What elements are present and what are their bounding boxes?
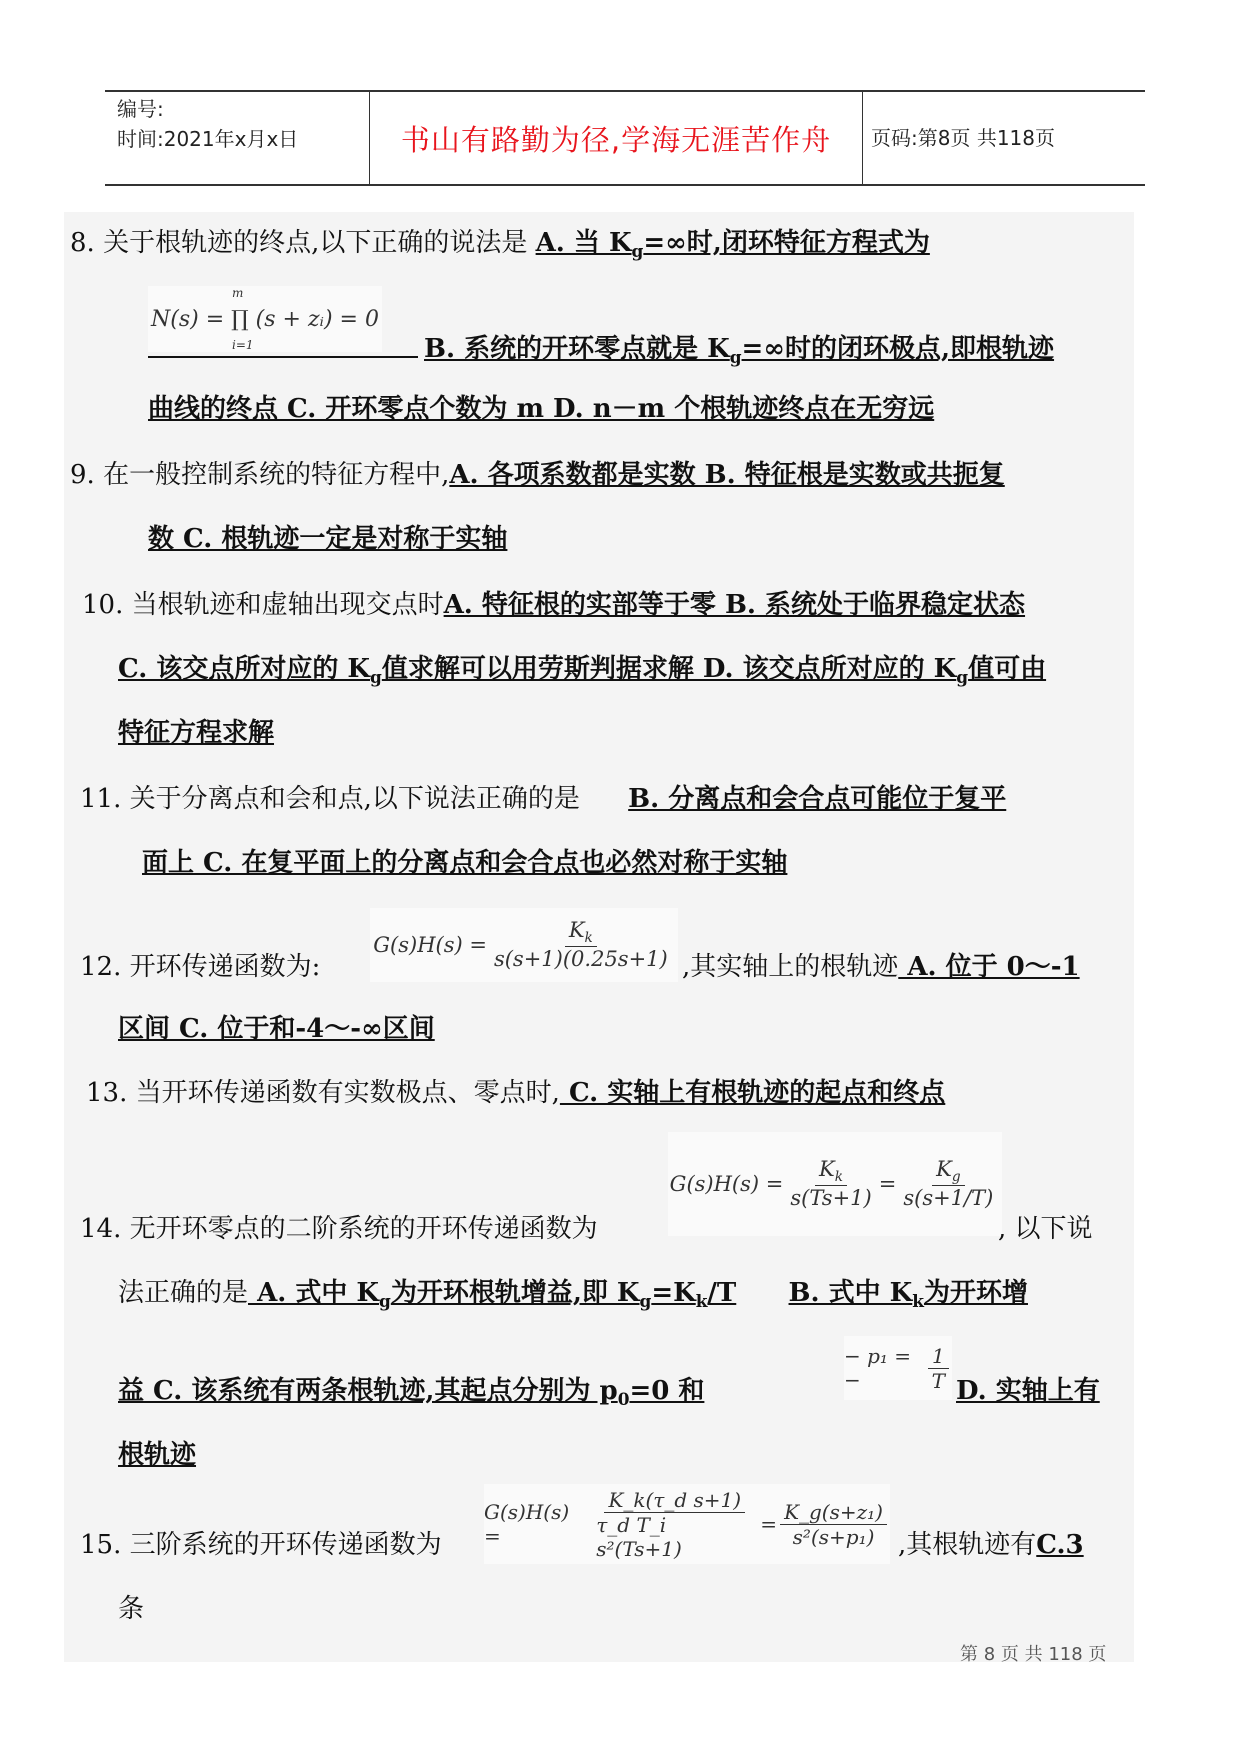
q8-formula-top: m [232,286,244,300]
q12-formula-fraction: $\frac{K_k}{s(s+1)(0.25s+1)}$ [493,917,668,972]
q14-line4 [118,1438,196,1472]
q12-formula-lhs: G(s)H(s) = [373,933,487,957]
q15-tail: ,其根轨迹有 [898,1530,1037,1560]
q8-line3 [148,392,934,426]
q14-answer-d-cont: 根轨迹 [118,1440,197,1470]
q12-line2 [118,1012,435,1046]
q14-line2 [118,1276,1028,1318]
q8-stem: 8. 关于根轨迹的终点,以下正确的说法是 [70,228,528,258]
q14-formula-lhs: G(s)H(s) = [669,1172,784,1196]
q10-line1 [82,588,1025,622]
time-label: 时间:2021年x月x日 [117,127,299,151]
q10-line3 [118,716,274,750]
q14-answer-c: 益 C. 该系统有两条根轨迹,其起点分别为 $p_0=0$ 和 [118,1376,705,1410]
header-motto-cell [369,92,863,184]
q8-formula-bottom: i=1 [232,338,254,352]
q14-stem: 14. 无开环零点的二阶系统的开环传递函数为 [80,1214,598,1244]
q11-stem: 11. 关于分离点和会和点,以下说法正确的是 [80,784,580,814]
q14-line1 [80,1212,598,1246]
q13-answer: C. 实轴上有根轨迹的起点和终点 [559,1078,946,1108]
q8-answer-cd: 曲线的终点 C. 开环零点个数为 m D. n－m 个根轨迹终点在无穷远 [148,394,935,424]
q15-answer: C.3 [1036,1530,1084,1560]
q8-formula-underline [148,356,418,358]
q15-formula-fraction2: $\frac{\text{K\_g(s+z₁)}}{\text{s²(s+p₁)}}$ [780,1500,887,1549]
q14-formula2-fraction: $\frac{1}{T}$ [928,1344,949,1393]
q8-formula-text: N(s) = ∏ (s + zᵢ) = 0 [151,306,379,332]
motto: 书山有路勤为径,学海无涯苦作舟 [400,122,832,157]
q14-formula2 [844,1336,952,1400]
q14-answer-b: B. 式中 $K_k$为开环增 [788,1278,1028,1312]
q11-answer-line2: 面上 C. 在复平面上的分离点和会合点也必然对称于实轴 [142,848,788,878]
header-left [117,94,298,154]
page-header [105,90,1145,186]
q8-line2 [424,332,1054,374]
q14-tail: , 以下说 [998,1214,1093,1244]
q10-answer-line1: A. 特征根的实部等于零 B. 系统处于临界稳定状态 [443,590,1026,620]
q9-answer-line2: 数 C. 根轨迹一定是对称于实轴 [148,524,508,554]
q9-line2 [148,522,507,556]
q14-answer-d: D. 实轴上有 [956,1376,1100,1406]
page-footer: 第 8 页 共 118 页 [960,1644,1107,1665]
q8-formula [148,286,382,352]
q11-line1 [80,782,1006,816]
q14-line1-tail [998,1212,1093,1246]
q12-line1-tail [682,950,1080,984]
q10-line2 [118,652,1046,694]
q15-stem: 15. 三阶系统的开环传递函数为 [80,1530,442,1560]
q14-line2-lead: 法正确的是 [118,1278,249,1308]
number-label: 编号: [117,97,164,121]
q14-formula [668,1132,1002,1236]
q14-formula-fraction1: $\frac{K_k}{s(Ts+1)}$ [790,1156,872,1211]
q8-answer-b: B. 系统的开环零点就是 $K_g=\infty$时的闭环极点,即根轨迹 [424,334,1055,368]
q14-line3-tail [956,1374,1100,1408]
q15-formula-eq: = [760,1512,778,1536]
q12-stem-line [80,950,320,984]
q15-formula [484,1484,890,1564]
q14-formula2-text: − p₁ = − [844,1344,912,1392]
q14-formula-fraction2: $\frac{K_g}{s(s+1/T)}$ [903,1156,994,1211]
q9-line1 [70,458,1005,492]
q12-answer-line2: 区间 C. 位于和-4～-∞区间 [118,1014,435,1044]
q15-line2 [118,1592,144,1626]
q14-line3 [118,1374,704,1416]
q11-line2 [142,846,787,880]
q10-stem: 10. 当根轨迹和虚轴出现交点时 [82,590,444,620]
q15-line1 [80,1528,442,1562]
q11-answer-line1: B. 分离点和会合点可能位于复平 [628,784,1007,814]
q13-stem: 13. 当开环传递函数有实数极点、零点时, [86,1078,560,1108]
q15-formula-lhs: G(s)H(s) = [484,1500,570,1548]
q12-formula [370,908,678,982]
q15-line1-tail [898,1528,1084,1562]
q14-answer-a: A. 式中 $K_g$为开环根轨增益,即 $K_g=K_k/T$ [248,1278,737,1312]
q8-line1 [70,226,930,268]
q12-mid: ,其实轴上的根轨迹 [682,952,899,982]
q9-stem: 9. 在一般控制系统的特征方程中, [70,460,450,490]
q10-answer-line3: 特征方程求解 [118,718,275,748]
q8-answer-a: A. 当 $K_g=\infty$时,闭环特征方程式为 [535,228,930,262]
q13-line [86,1076,945,1110]
q10-answer-line2: C. 该交点所对应的 $K_g$值求解可以用劳斯判据求解 D. 该交点所对应的 $K_g$值可由 [118,654,1047,688]
q12-answer-line1: A. 位于 0～-1 [898,952,1080,982]
q12-stem: 12. 开环传递函数为: [80,952,321,982]
page-info: 页码:第8页 共118页 [871,126,1055,150]
q15-line2-text: 条 [118,1594,145,1624]
q14-formula-eq: = [878,1172,897,1196]
q15-formula-fraction1: $\frac{\text{K\_k(τ\_d s+1)}}{\text{τ\_d T\_i s²(Ts+1)}}$ [592,1488,757,1561]
q9-answer-line1: A. 各项系数都是实数 B. 特征根是实数或共扼复 [449,460,1005,490]
